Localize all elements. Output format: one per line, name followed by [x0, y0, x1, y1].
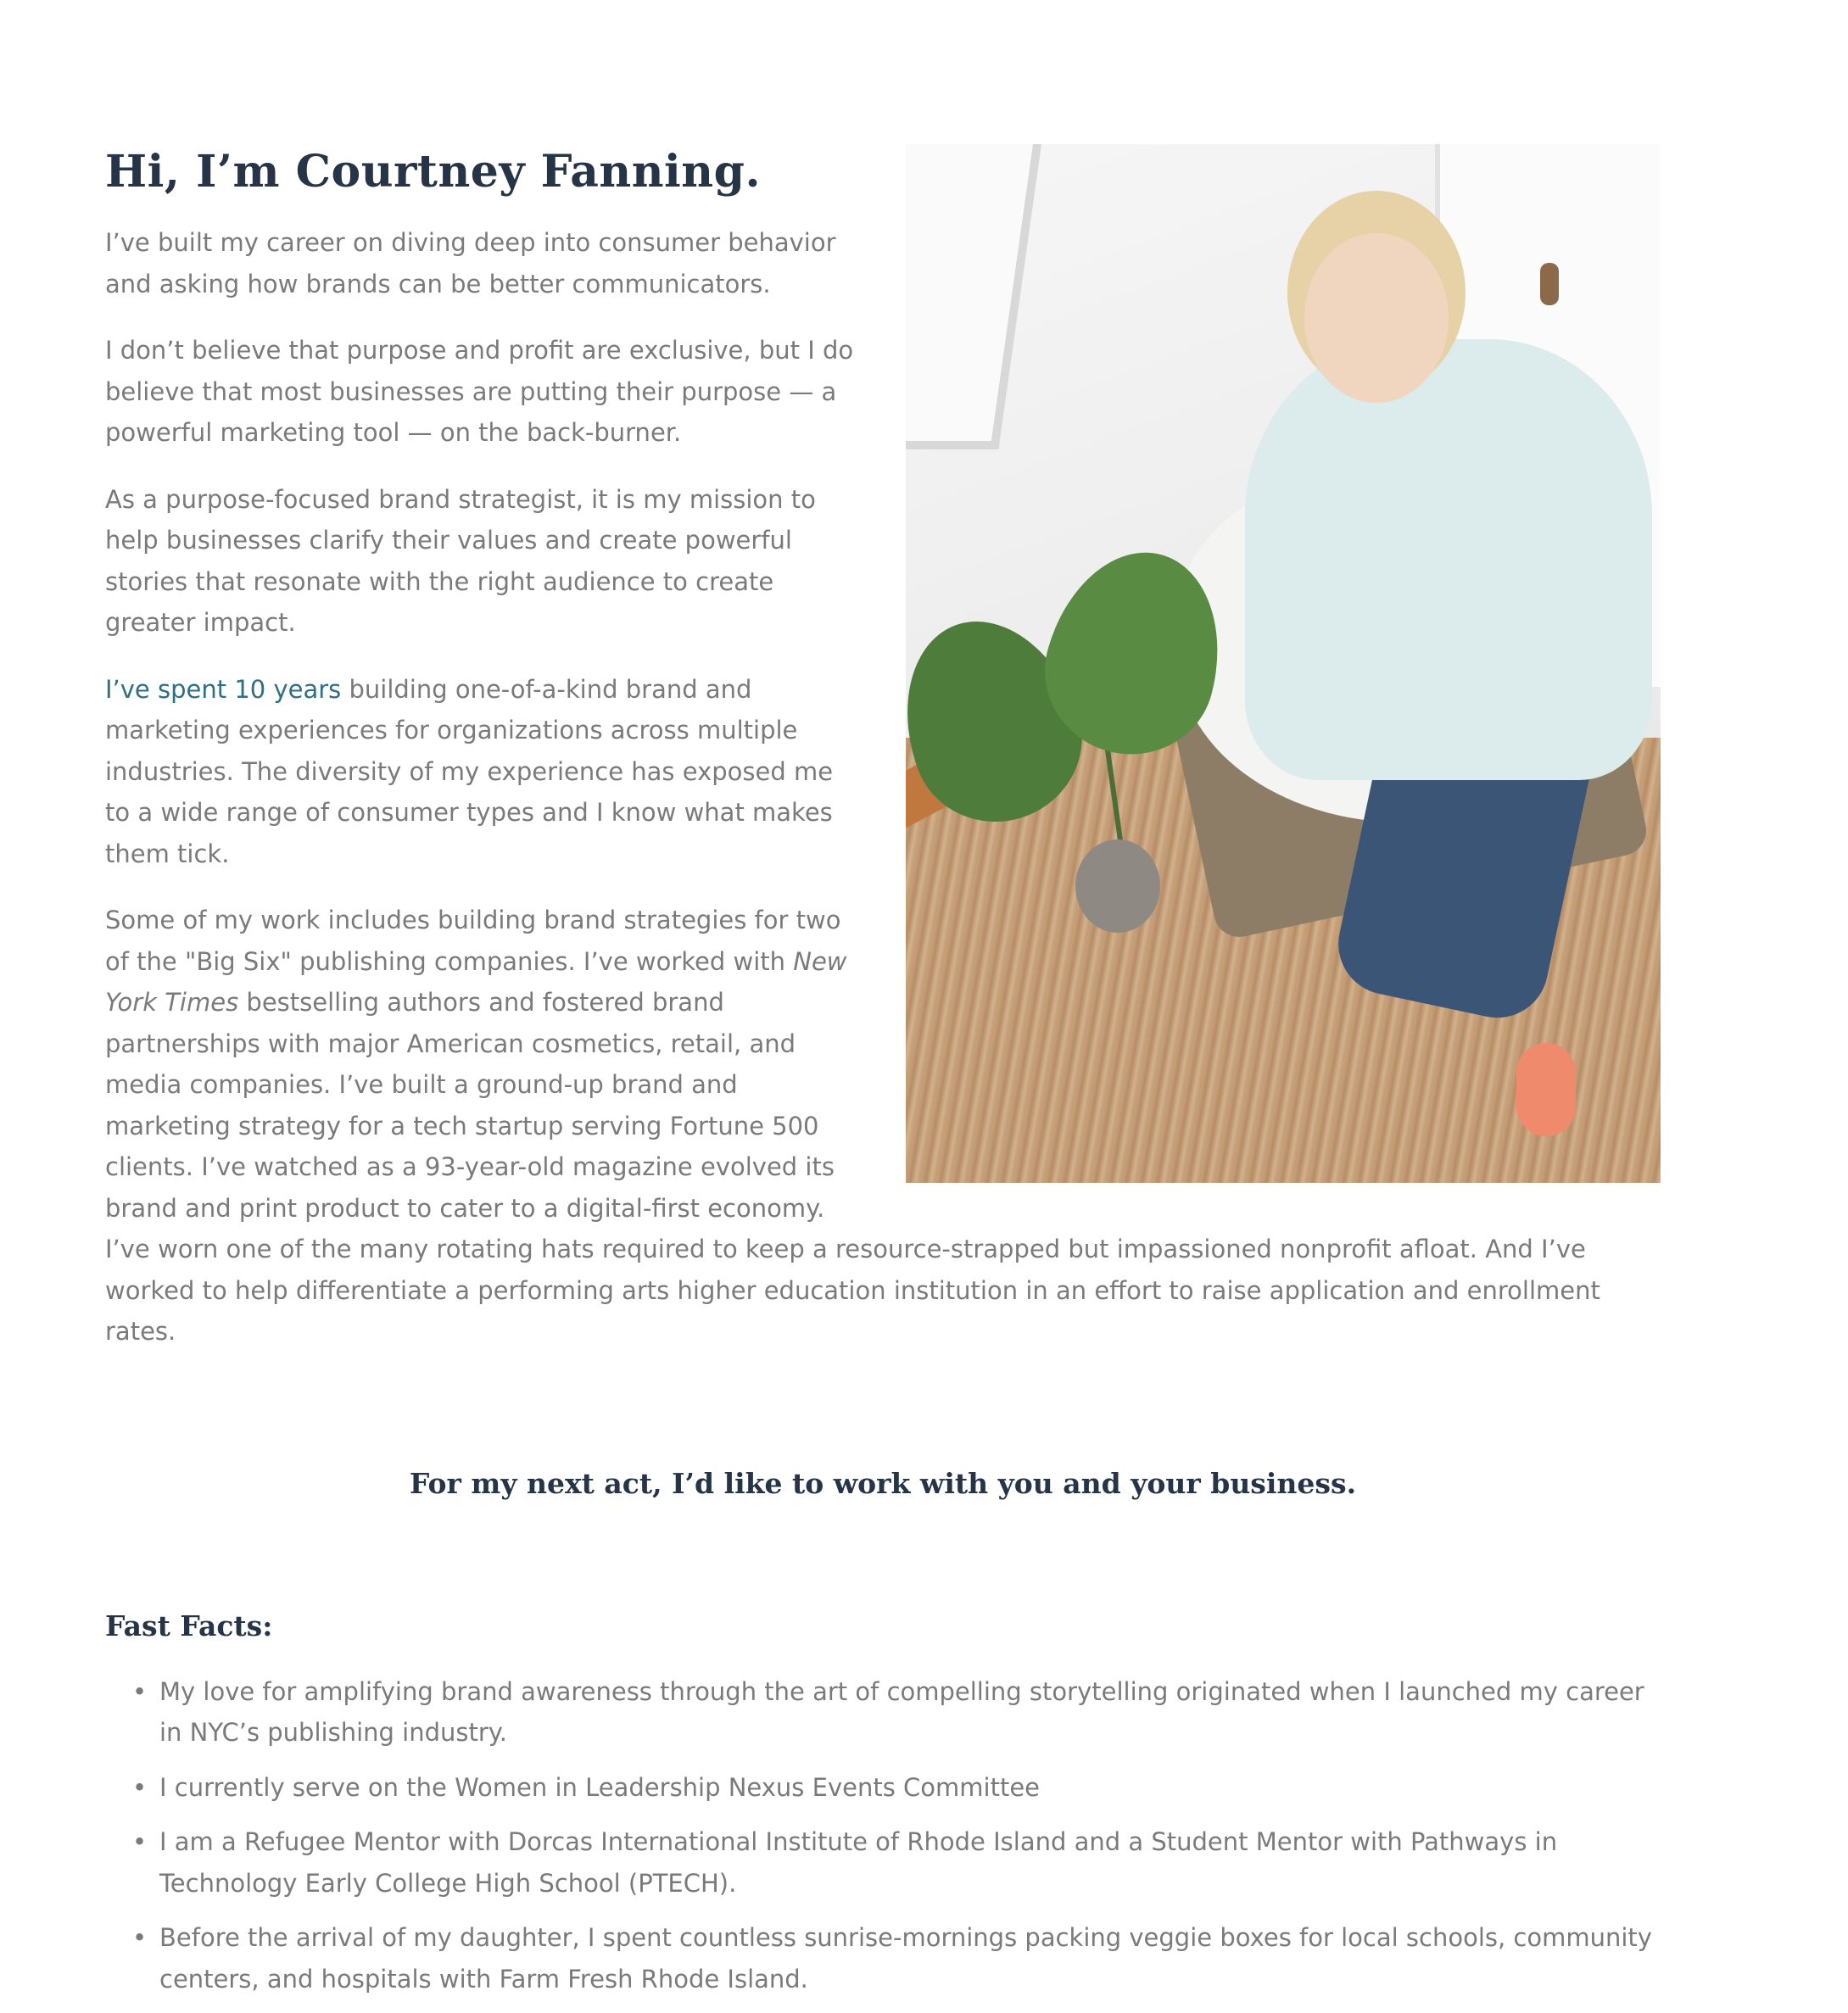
intro-paragraph-2: I don’t believe that purpose and profit are exclusive, but I do believe that most businesses are putting their purpose — a powerful marketing tool — on the back-burner.: [105, 336, 854, 447]
fast-facts-heading: Fast Facts:: [105, 1609, 273, 1642]
bullet-icon: •: [132, 1827, 148, 1856]
portrait-photo: [906, 144, 1661, 1183]
list-item: [132, 1821, 1661, 1904]
intro-paragraph-4-text: building one-of-a-kind brand and marketing experiences for organizations across multiple industries. The diversity of my experience has exposed me to a wide range of consumer types and I know what makes them tick.: [105, 674, 834, 868]
callout-text: For my next act, I’d like to work with you and your business.: [409, 1466, 1357, 1500]
list-item: [132, 1767, 1661, 1809]
fact-text: My love for amplifying brand awareness through the art of compelling storytelling originated when I launched my career in NYC’s publishing industry.: [159, 1676, 1644, 1747]
intro-paragraph-5-part-b: bestselling authors and fostered brand partnerships with major American cosmetics, retail, and media companies. I’ve built a ground-up brand and marketing strategy for a tech startup serving Fortune 500 clients. I’ve watched as a 93-year-old magazine evolved its brand and print product to cater to a digital-first economy. I’ve worn one of the many rotating hats required to keep a resource-strapped but impassioned nonprofit afloat. And I’ve worked to help differentiate a performing arts higher education institution in an effort to raise application and enrollment rates.: [105, 988, 1600, 1346]
page-title: Hi, I’m Courtney Fanning.: [105, 146, 762, 198]
list-item: [132, 1917, 1661, 1999]
intro-paragraph-5-part-a: Some of my work includes building brand strategies for two of the "Big Six" publishing companies. I’ve worked with: [105, 906, 841, 976]
fact-text: I currently serve on the Women in Leadership Nexus Events Committee: [159, 1772, 1041, 1802]
nyt-italic: New York Times: [105, 946, 847, 1017]
list-item: [132, 1671, 1661, 1754]
bullet-icon: •: [132, 1923, 148, 1952]
intro-paragraph-1: I’ve built my career on diving deep into consumer behavior and asking how brands can be better communicators.: [105, 228, 836, 298]
intro-paragraph-3: As a purpose-focused brand strategist, it is my mission to help businesses clarify their values and create powerful stories that resonate with the right audience to create greater impact.: [105, 484, 816, 637]
bullet-icon: •: [132, 1676, 148, 1706]
bullet-icon: •: [132, 1772, 148, 1802]
fact-text: Before the arrival of my daughter, I spent countless sunrise-mornings packing veggie boxes for local schools, community centers, and hospitals with Farm Fresh Rhode Island.: [159, 1923, 1652, 1993]
experience-link[interactable]: I’ve spent 10 years: [105, 674, 342, 704]
fast-facts-list: [105, 1671, 1661, 2000]
about-page: [105, 144, 1661, 2013]
fact-text: I am a Refugee Mentor with Dorcas International Institute of Rhode Island and a Student Mentor with Pathways in Technology Early College High School (PTECH).: [159, 1827, 1558, 1898]
